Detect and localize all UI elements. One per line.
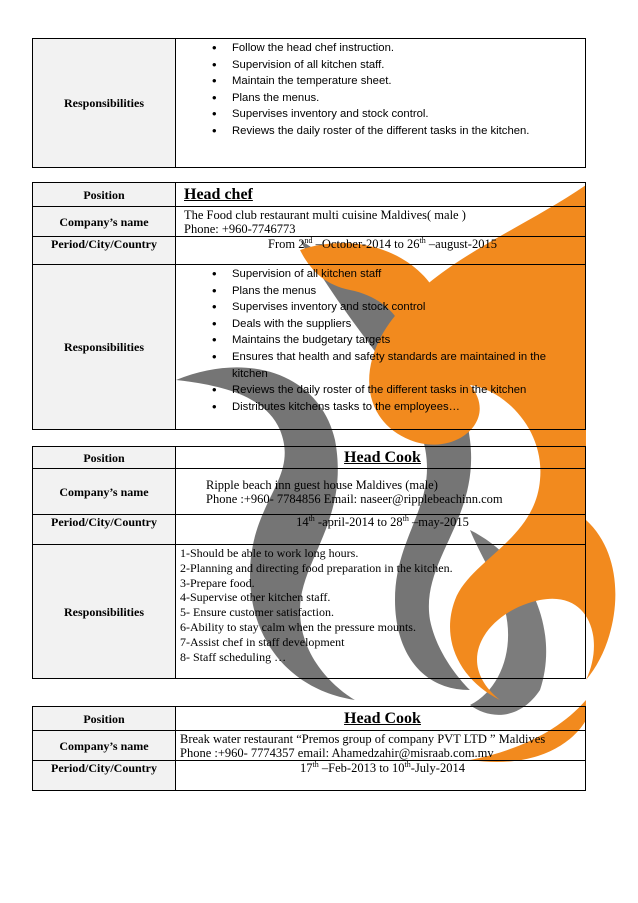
company-label: Company’s name	[33, 207, 176, 237]
list-item: • Follow the head chef instruction.	[232, 40, 585, 57]
position-label: Position	[33, 447, 176, 469]
list-item: • Maintains the budgetary targets	[232, 332, 585, 349]
responsibilities-list	[176, 40, 585, 140]
list-item: 6-Ability to stay calm when the pressure mounts.	[180, 619, 416, 634]
responsibilities-list	[176, 266, 585, 415]
list-item: • Reviews the daily roster of the different tasks in the kitchen	[232, 382, 585, 399]
company-phone: Phone: +960-7746773	[184, 221, 296, 236]
responsibilities-label: Responsibilities	[33, 545, 176, 679]
company-label: Company’s name	[33, 731, 176, 761]
period-value: From 2nd –October-2014 to 26th –august-2015	[176, 237, 586, 265]
company-name: The Food club restaurant multi cuisine Maldives( male )	[184, 207, 466, 222]
list-item: • Distributes kitchens tasks to the employees…	[232, 399, 585, 416]
period-label: Period/City/Country	[33, 237, 176, 265]
company-contact: Phone :+960- 7774357 email: Ahamedzahir@misraab.com.mv	[180, 745, 494, 760]
list-item: • Supervision of all kitchen staff	[232, 266, 585, 283]
period-label: Period/City/Country	[33, 515, 176, 545]
position-label: Position	[33, 707, 176, 731]
job-table-head-cook-ripple	[32, 446, 586, 679]
responsibilities-cell	[176, 545, 586, 679]
company-cell	[176, 207, 586, 237]
position-title: Head Cook	[344, 448, 421, 466]
list-item: • Maintain the temperature sheet.	[232, 73, 585, 90]
list-item: 7-Assist chef in staff development	[180, 634, 345, 649]
period-label: Period/City/Country	[33, 761, 176, 791]
period-value: 17th –Feb-2013 to 10th-July-2014	[176, 761, 586, 791]
responsibilities-cell	[176, 39, 586, 168]
list-item: • Supervises inventory and stock control	[232, 299, 585, 316]
responsibilities-table-top	[32, 38, 586, 168]
list-item: • Plans the menus	[232, 283, 585, 300]
responsibilities-label: Responsibilities	[33, 39, 176, 168]
job-table-head-cook-breakwater	[32, 706, 586, 791]
position-label: Position	[33, 183, 176, 207]
company-label: Company’s name	[33, 469, 176, 515]
list-item: • Reviews the daily roster of the different tasks in the kitchen.	[232, 123, 585, 140]
list-item: 8- Staff scheduling …	[180, 649, 287, 664]
responsibilities-cell	[176, 265, 586, 430]
list-item: • Supervision of all kitchen staff.	[232, 57, 585, 74]
job-table-head-chef	[32, 182, 586, 430]
list-item: • Plans the menus.	[232, 90, 585, 107]
company-cell	[176, 469, 586, 515]
period-value: 14th -april-2014 to 28th –may-2015	[176, 515, 586, 545]
list-item: 2-Planning and directing food preparation in the kitchen.	[180, 560, 453, 575]
list-item: • Supervises inventory and stock control.	[232, 106, 585, 123]
list-item: • Deals with the suppliers	[232, 316, 585, 333]
list-item: 1-Should be able to work long hours.	[180, 546, 359, 560]
list-item: 3-Prepare food.	[180, 575, 255, 590]
company-contact: Phone :+960- 7784856 Email: naseer@ripplebeachinn.com	[206, 491, 503, 506]
company-cell	[176, 731, 586, 761]
position-title: Head chef	[184, 185, 253, 203]
list-item: • Ensures that health and safety standards are maintained in the kitchen	[232, 349, 585, 382]
list-item: 4-Supervise other kitchen staff.	[180, 590, 331, 605]
position-title: Head Cook	[344, 709, 421, 727]
company-name: Break water restaurant “Premos group of company PVT LTD ” Maldives	[180, 731, 546, 746]
list-item: 5- Ensure customer satisfaction.	[180, 605, 334, 620]
responsibilities-label: Responsibilities	[33, 265, 176, 430]
company-name: Ripple beach inn guest house Maldives (male)	[206, 477, 438, 492]
